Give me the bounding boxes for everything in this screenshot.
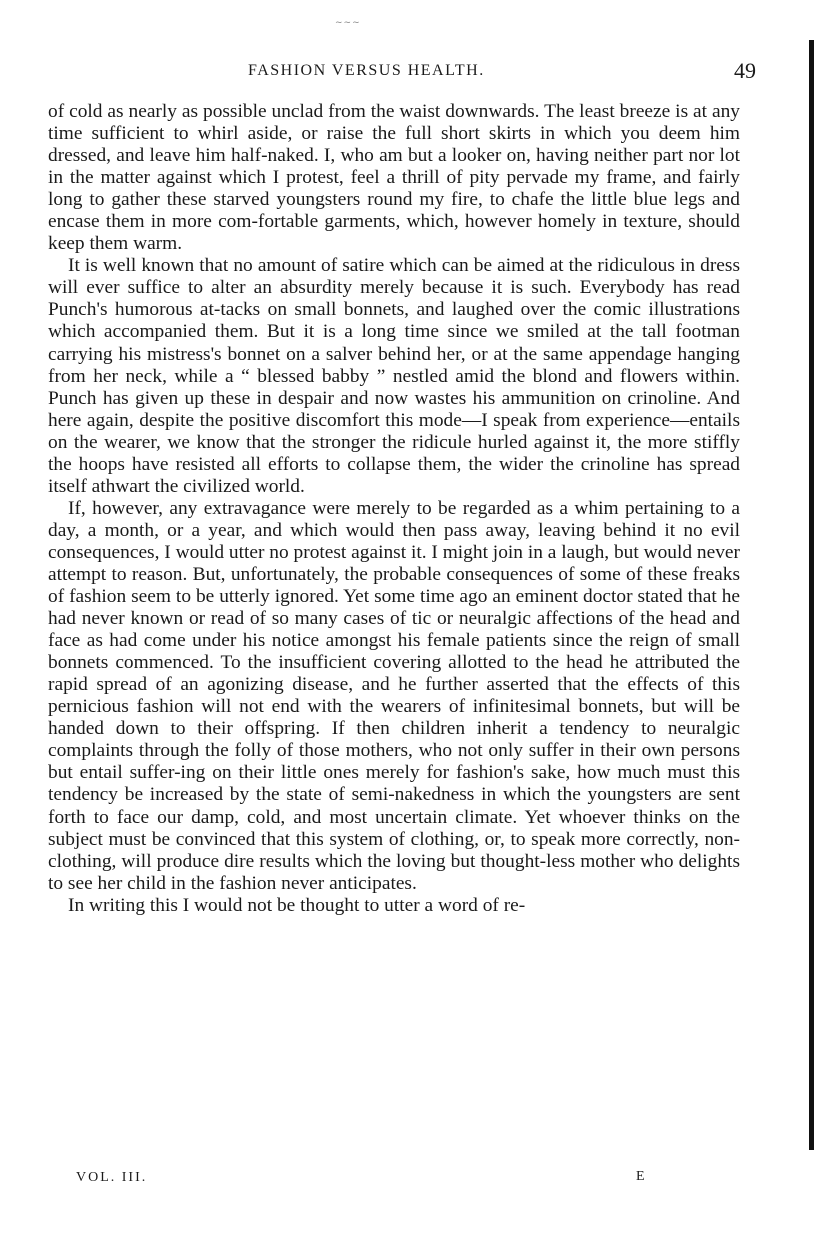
running-head: FASHION VERSUS HEALTH. <box>248 62 485 79</box>
body-text <box>48 101 740 917</box>
page-footer <box>48 1170 760 1192</box>
paragraph-2: It is well known that no amount of satire which can be aimed at the ridiculous in dress will ever suffice to alter an absurdity merely because it is such. Everybody has read Punch's humorous at-tacks on small bonnets, and laughed over the comic illustrations which accompanied them. But it is a long time since we smiled at the tall footman carrying his mistress's bonnet on a salver behind her, or at the same appendage hanging from her neck, while a “ blessed babby ” nestled amid the blond and flowers within. Punch has given up these in despair and now wastes his ammunition on crinoline. And here again, despite the positive discomfort this mode—I speak from experience—entails on the wearer, we know that the stronger the ridicule hurled against it, the more stiffly the hoops have resisted all efforts to collapse them, the wider the crinoline has spread itself athwart the civilized world. <box>48 255 740 497</box>
paragraph-1: of cold as nearly as possible unclad from the waist downwards. The least breeze is at any time sufficient to whirl aside, or raise the full short skirts in which you deem him dressed, and leave him half-naked. I, who am but a looker on, having neither part nor lot in the matter against which I protest, feel a thrill of pity pervade my frame, and fairly long to gather these starved youngsters round my fire, to chafe the little blue legs and encase them in more com-fortable garments, which, however homely in texture, should keep them warm. <box>48 101 740 255</box>
page-number: 49 <box>734 58 756 83</box>
volume-label: VOL. III. <box>76 1170 148 1185</box>
top-printer-mark: ~~~ <box>335 18 361 28</box>
page-edge-rule <box>809 40 814 1150</box>
paragraph-4: In writing this I would not be thought to utter a word of re- <box>68 894 526 916</box>
signature-mark: E <box>636 1169 645 1184</box>
paragraph-3: If, however, any extravagance were merely to be regarded as a whim pertaining to a day, a month, or a year, and which would then pass away, leaving behind it no evil consequences, I would utter no protest against it. I might join in a laugh, but would never attempt to reason. But, unfortunately, the probable consequences of some of these freaks of fashion seem to be utterly ignored. Yet some time ago an eminent doctor stated that he had never known or read of so many cases of tic or neuralgic affections of the head and face as had come under his notice amongst his female patients since the reign of small bonnets commenced. To the insufficient covering allotted to the head he attributed the rapid spread of an agonizing disease, and he further asserted that the effects of this pernicious fashion will not end with the wearers of infinitesimal bonnets, but will be handed down to their offspring. If then children inherit a tendency to neuralgic complaints through the folly of those mothers, who not only suffer in their own persons but entail suffer-ing on their little ones merely for fashion's sake, how much must this tendency be increased by the state of semi-nakedness in which the youngsters are sent forth to face our damp, cold, and most uncertain climate. Yet whoever thinks on the subject must be convinced that this system of clothing, or, to speak more correctly, non-clothing, will produce dire results which the loving but thought-less mother who delights to see her child in the fashion never anticipates. <box>48 497 740 894</box>
page-header <box>48 58 760 88</box>
